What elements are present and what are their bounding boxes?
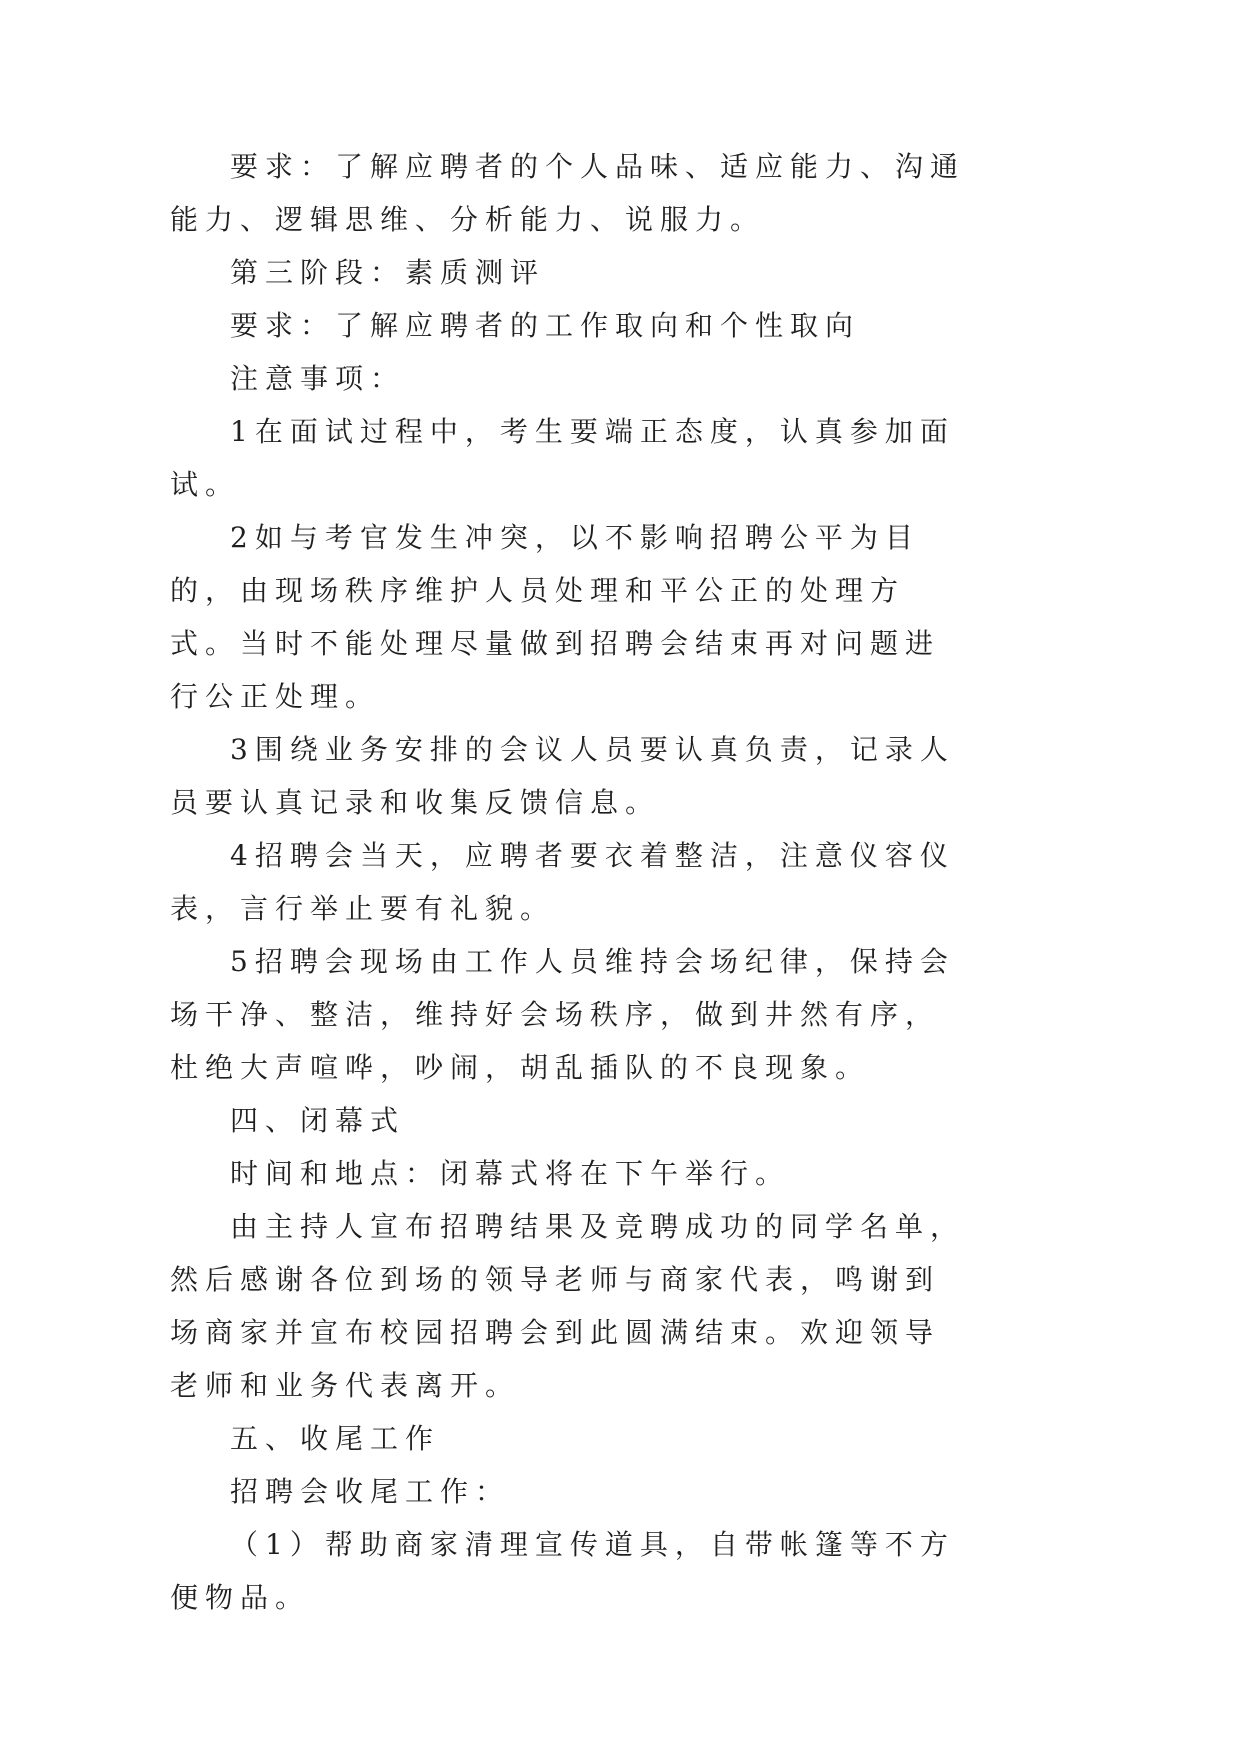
paragraph-note-2: 2如与考官发生冲突，以不影响招聘公平为目的，由现场秩序维护人员处理和平公正的处理方式。当时不能处理尽量做到招聘会结束再对问题进行公正处理。 bbox=[170, 521, 941, 713]
paragraph-note-1: 1在面试过程中，考生要端正态度，认真参加面试。 bbox=[170, 415, 955, 501]
document-page bbox=[170, 140, 970, 1624]
paragraph-requirement-personal: 要求：了解应聘者的个人品味、适应能力、沟通能力、逻辑思维、分析能力、说服力。 bbox=[170, 150, 966, 236]
paragraph-stage-three-heading: 第三阶段：素质测评 bbox=[230, 256, 546, 289]
paragraph-wrapup-item-1: （1）帮助商家清理宣传道具，自带帐篷等不方便物品。 bbox=[170, 1528, 955, 1614]
paragraph-closing-description: 由主持人宣布招聘结果及竞聘成功的同学名单，然后感谢各位到场的领导老师与商家代表，鸣谢到场商家并宣布校园招聘会到此圆满结束。欢迎领导老师和业务代表离开。 bbox=[170, 1210, 966, 1402]
paragraph-requirement-orientation: 要求：了解应聘者的工作取向和个性取向 bbox=[230, 309, 861, 342]
paragraph-wrapup-heading: 五、收尾工作 bbox=[230, 1422, 441, 1455]
paragraph-note-3: 3围绕业务安排的会议人员要认真负责，记录人员要认真记录和收集反馈信息。 bbox=[170, 733, 955, 819]
paragraph-closing-ceremony-heading: 四、闭幕式 bbox=[230, 1104, 406, 1137]
paragraph-closing-time-place: 时间和地点：闭幕式将在下午举行。 bbox=[230, 1157, 791, 1190]
paragraph-notes-heading: 注意事项： bbox=[230, 362, 406, 395]
paragraph-wrapup-intro: 招聘会收尾工作： bbox=[230, 1475, 511, 1508]
paragraph-note-4: 4招聘会当天，应聘者要衣着整洁，注意仪容仪表，言行举止要有礼貌。 bbox=[170, 839, 955, 925]
paragraph-note-5: 5招聘会现场由工作人员维持会场纪律，保持会场干净、整洁，维持好会场秩序，做到井然有序，杜绝大声喧哗，吵闹，胡乱插队的不良现象。 bbox=[170, 945, 955, 1084]
